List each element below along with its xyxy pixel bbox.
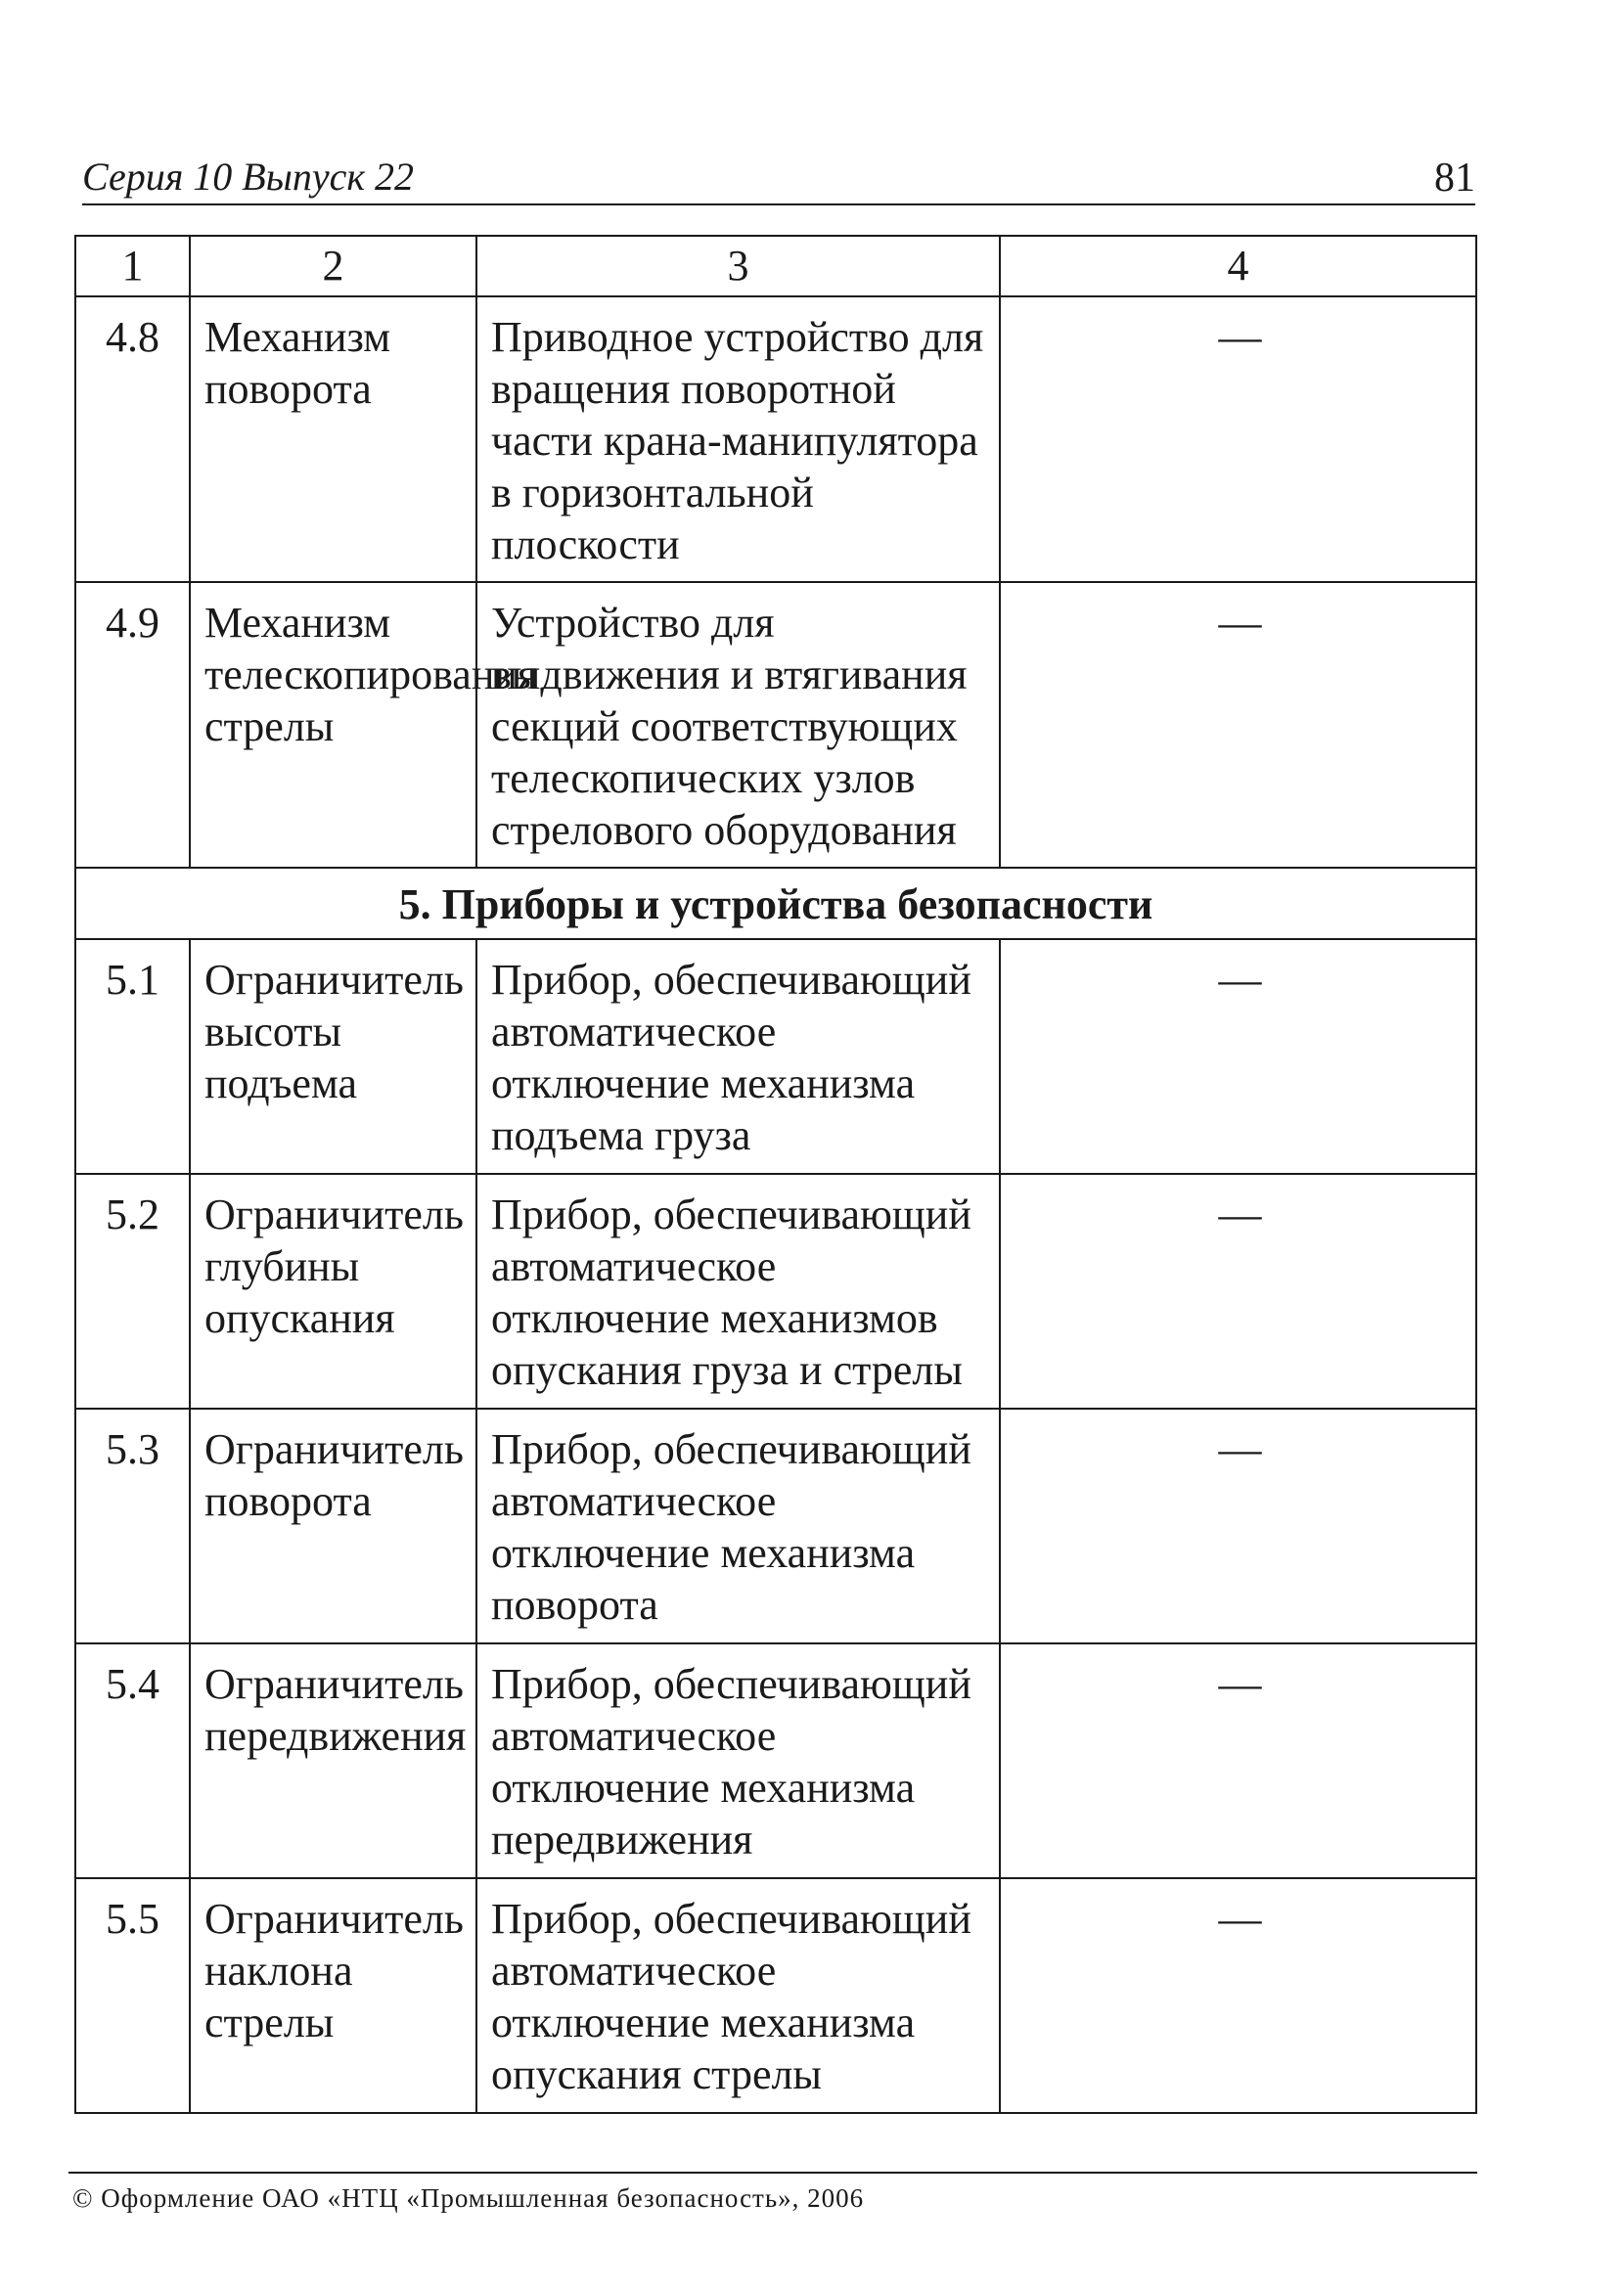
row-number: 5.1: [75, 939, 190, 1174]
term-cell: Ограничитель наклона стрелы: [190, 1878, 476, 2113]
definition-cell: Прибор, обеспечивающий автоматическое отключение механизма опускания стрелы: [476, 1878, 1000, 2113]
term-cell: Ограничитель глубины опускания: [190, 1174, 476, 1409]
row-number: 5.3: [75, 1409, 190, 1643]
term-cell: Ограничитель высоты подъема: [190, 939, 476, 1174]
footer-divider: [68, 2172, 1477, 2174]
column-number: 1: [75, 236, 190, 296]
note-cell: —: [1000, 939, 1476, 1174]
footer-copyright: © Оформление ОАО «НТЦ «Промышленная безопасность», 2006: [72, 2183, 865, 2213]
definition-cell: Прибор, обеспечивающий автоматическое отключение механизма поворота: [476, 1409, 1000, 1643]
term-cell: Ограничитель поворота: [190, 1409, 476, 1643]
table-row: [75, 1174, 1476, 1409]
column-number: 3: [476, 236, 1000, 296]
definition-cell: Прибор, обеспечивающий автоматическое отключение механизмов опускания груза и стрелы: [476, 1174, 1000, 1409]
series-label: Серия 10 Выпуск 22: [82, 155, 415, 199]
definition-cell: Прибор, обеспечивающий автоматическое отключение механизма подъема груза: [476, 939, 1000, 1174]
section-row: [75, 868, 1476, 939]
note-cell: —: [1000, 296, 1476, 582]
row-number: 5.2: [75, 1174, 190, 1409]
column-number: 4: [1000, 236, 1476, 296]
term-cell: Механизм телескопирования стрелы: [190, 582, 476, 868]
note-cell: —: [1000, 1174, 1476, 1409]
table-row: [75, 1643, 1476, 1878]
definition-cell: Прибор, обеспечивающий автоматическое отключение механизма передвижения: [476, 1643, 1000, 1878]
note-cell: —: [1000, 1643, 1476, 1878]
note-cell: —: [1000, 1409, 1476, 1643]
section-title: 5. Приборы и устройства безопасности: [75, 868, 1476, 939]
row-number: 5.4: [75, 1643, 190, 1878]
terms-table: [74, 235, 1477, 2114]
table-row: [75, 1878, 1476, 2113]
table-row: [75, 296, 1476, 582]
term-cell: Ограничитель передвижения: [190, 1643, 476, 1878]
table-row: [75, 582, 1476, 868]
note-cell: —: [1000, 582, 1476, 868]
row-number: 4.9: [75, 582, 190, 868]
page-header: [82, 155, 1475, 205]
definition-cell: Приводное устройство для вращения поворотной части крана-манипулятора в горизонтальной плоскости: [476, 296, 1000, 582]
column-number: 2: [190, 236, 476, 296]
page-number: 81: [1434, 156, 1475, 201]
column-number-row: [75, 236, 1476, 296]
row-number: 5.5: [75, 1878, 190, 2113]
note-cell: —: [1000, 1878, 1476, 2113]
table-row: [75, 939, 1476, 1174]
table-row: [75, 1409, 1476, 1643]
row-number: 4.8: [75, 296, 190, 582]
term-cell: Механизм поворота: [190, 296, 476, 582]
definition-cell: Устройство для выдвижения и втягивания секций соответствующих телескопических узлов стрелового оборудования: [476, 582, 1000, 868]
